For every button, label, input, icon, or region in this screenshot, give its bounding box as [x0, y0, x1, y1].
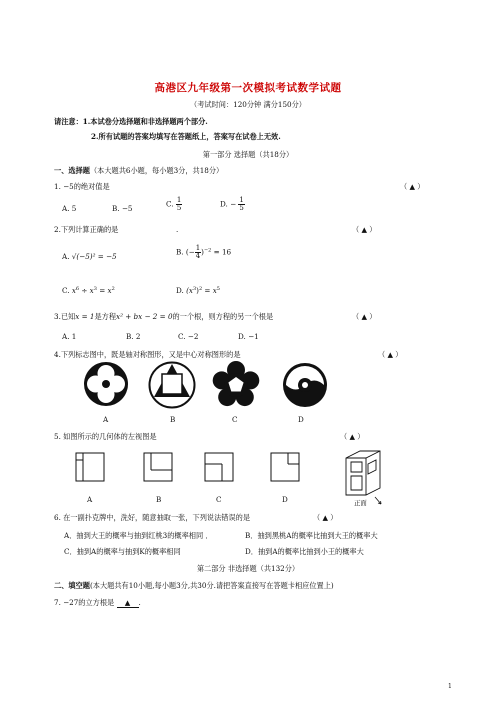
notice-label: 请注意：	[54, 117, 83, 126]
q1-d-prefix: D. −	[220, 199, 237, 209]
q2-b-rhs: = 16	[211, 247, 232, 257]
q6-option-c: C．抽到A的概率与抽到K的概率相同	[64, 547, 181, 556]
q1-c-fraction	[176, 197, 182, 212]
q3-option-b: B. 2	[126, 332, 141, 341]
section2-desc: (本大题共有10小题,每小题3分,共30分.请把答案直接写在答题卡相应位置上)	[89, 581, 334, 590]
q5-label-c: C	[216, 495, 222, 504]
q2-option-d	[176, 285, 220, 295]
q2-c-base1: x	[71, 286, 76, 295]
exam-title: 高港区九年级第一次模拟考试数学试题	[154, 82, 342, 94]
q2-c-base3: x	[107, 286, 112, 295]
q1-option-a: A. 5	[62, 204, 77, 213]
q5-answer-mark: （ ▲ ）	[340, 432, 365, 441]
q4-label-c: C	[232, 415, 238, 424]
section1-label: 一、选择题	[54, 166, 90, 175]
front-label: 正面	[354, 499, 367, 507]
q2-b-close: )	[201, 247, 204, 257]
page-number: 1	[448, 683, 452, 690]
q5-label-d: D	[282, 495, 288, 504]
q7-end: .	[138, 598, 141, 607]
q2-c-eq: =	[96, 286, 108, 295]
q3-stem-post: 的一个根，则方程的另一个根是	[172, 312, 274, 321]
q2-d-close: )	[196, 286, 199, 295]
q6-answer-mark: （ ▲ ）	[313, 513, 338, 522]
q2-c-exp1: 6	[75, 286, 80, 292]
q2-a-prefix: A.	[62, 252, 70, 261]
q4-label-d: D	[298, 415, 304, 424]
q1-d-num: 1	[239, 196, 244, 204]
q7-answer-blank: ▲	[117, 598, 139, 608]
swirl-logo-icon	[282, 362, 328, 408]
q4-label-b: B	[170, 415, 176, 424]
q6-option-b: B．抽到黑桃A的概率比抽到大王的概率大	[245, 531, 378, 540]
q2-d-eq: =	[202, 286, 213, 295]
q2-d-open: (x	[186, 286, 193, 295]
q1-option-c	[166, 197, 182, 212]
section2-label: 二、填空题	[54, 581, 90, 590]
exam-info: （考试时间：120分钟 满分150分）	[190, 100, 306, 109]
q1-d-fraction	[238, 197, 244, 212]
q1-stem: 1. −5的绝对值是	[54, 182, 110, 191]
q2-b-num: 1	[195, 244, 201, 252]
q3-stem-x1: x = 1	[75, 312, 95, 321]
q2-c-base2: x	[89, 286, 94, 295]
q6-stem: 6. 在一副扑克牌中，洗好，随意抽取一张，下列说法错误的是	[54, 513, 251, 522]
q2-d-base: x	[212, 286, 217, 295]
q2-answer-mark: （ ▲ ）	[352, 225, 377, 234]
notice	[54, 117, 208, 126]
q2-a-expr: √(−5)² = −5	[71, 252, 117, 261]
pentagon-flower-logo-icon	[212, 361, 260, 409]
q2-c-exp3: 2	[111, 286, 115, 292]
q2-d-exp: 5	[216, 286, 220, 292]
notice-line-2: 2.所有试题的答案均填写在答题纸上，答案写在试卷上无效.	[91, 132, 281, 141]
q1-option-b: B. −5	[112, 204, 133, 213]
circle-square-logo-icon	[148, 361, 196, 409]
q7-stem: 7. −27的立方根是	[54, 598, 115, 607]
q3-option-d: D. −1	[238, 332, 259, 341]
q3-stem-eq: x² + bx − 2 = 0	[116, 312, 173, 321]
q1-d-den: 5	[239, 204, 244, 212]
q3-answer-mark: （ ▲ ）	[352, 312, 377, 321]
view-c-figure	[204, 452, 234, 482]
q4-label-a: A	[103, 415, 109, 424]
q2-option-a	[62, 252, 117, 261]
q7-line	[54, 598, 141, 608]
four-leaf-logo-icon	[83, 361, 129, 407]
q1-answer-mark: （ ▲ ）	[400, 182, 425, 191]
q2-dot: .	[176, 225, 179, 234]
q4-stem: 4.下列标志图中，既是轴对称图形，又是中心对称图形的是	[54, 350, 241, 359]
q2-b-prefix: B.	[176, 247, 184, 257]
view-b-figure	[143, 452, 173, 482]
notice-line-1: 1.本试卷分选择题和非选择题两个部分.	[82, 117, 208, 126]
q3-stem-mid: 是方程	[94, 312, 117, 321]
q2-d-exp-out: 2	[198, 286, 203, 292]
q2-d-prefix: D.	[176, 286, 184, 295]
view-a-figure	[75, 452, 105, 482]
q3-option-c: C. −2	[178, 332, 199, 341]
q4-answer-mark: （ ▲ ）	[378, 350, 403, 359]
q2-c-prefix: C.	[62, 286, 70, 295]
section1-desc: （本大题共6小题，每小题3分，共18分）	[89, 166, 224, 175]
q1-c-den: 5	[176, 204, 182, 212]
q2-stem: 2.下列计算正确的是	[54, 225, 119, 234]
q5-label-a: A	[87, 495, 93, 504]
q2-option-b	[176, 245, 231, 260]
q5-stem: 5. 如图所示的几何体的左视图是	[54, 432, 157, 441]
q1-option-d	[220, 197, 245, 212]
q2-c-exp2: 3	[93, 286, 97, 292]
q2-c-op: ÷	[79, 286, 90, 295]
q2-b-den: 4	[195, 252, 201, 260]
q2-b-open: (−	[185, 247, 195, 257]
q2-option-c	[62, 285, 115, 295]
section1-heading	[54, 166, 223, 175]
q2-d-exp-in: 3	[192, 286, 197, 292]
q1-c-num: 1	[176, 196, 182, 204]
q3-stem-pre: 3.已知	[54, 312, 76, 321]
q6-option-d: D．抽到A的概率比抽到小王的概率大	[245, 547, 364, 556]
q6-option-a: A．抽到大王的概率与抽到红桃3的概率相同 ．	[64, 531, 213, 540]
q3-option-a: A. 1	[62, 332, 77, 341]
q2-b-exp: −2	[203, 247, 212, 254]
part1-heading: 第一部分 选择题（共18分）	[202, 150, 294, 159]
q3-stem	[54, 312, 273, 321]
q1-c-prefix: C.	[166, 199, 174, 209]
section2-heading	[54, 581, 334, 590]
q5-label-b: B	[156, 495, 162, 504]
view-d-figure	[270, 452, 300, 482]
part2-heading: 第二部分 非选择题（共132分）	[196, 564, 300, 573]
